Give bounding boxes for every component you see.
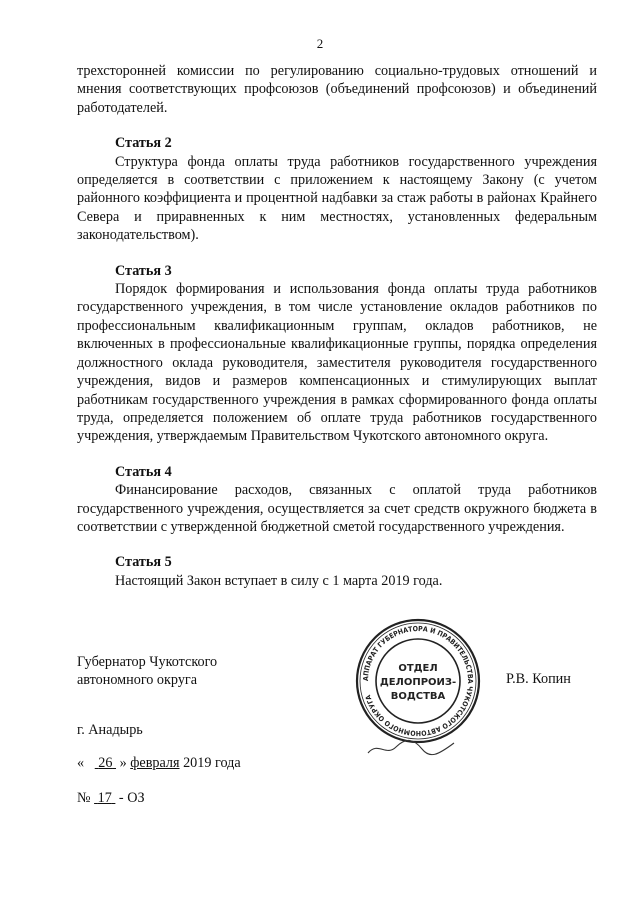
signer-position-line1: Губернатор Чукотского: [77, 654, 218, 670]
article-2: [77, 134, 597, 244]
document-body: [77, 62, 597, 590]
signing-date: [77, 755, 241, 772]
article-text: Настоящий Закон вступает в силу с 1 марта 2019 года.: [115, 572, 443, 589]
signer-name: Р.В. Копин: [506, 671, 571, 687]
law-number-suffix: - ОЗ: [118, 790, 145, 806]
stamp-line-3: ВОДСТВА: [390, 691, 446, 702]
law-number: [77, 790, 145, 807]
signer-position-line2: автономного округа: [77, 672, 198, 689]
article-text: Финансирование расходов, связанных с оплатой труда работников государственного учреждения, осуществляется за счет средств окружного бюджета в соответствии с утвержденной бюджетной сметой государственного учреждения.: [77, 482, 597, 535]
official-stamp: [353, 616, 483, 746]
article-text: Структура фонда оплаты труда работников государственного учреждения определяется в соответствии с приложением к настоящему Закону (с учетом районного коэффициента и процентной надбавки за стаж работы в районах Крайнего Севера и приравненных к ним местностях, установленных федеральным законодательством).: [77, 153, 597, 244]
article-text: Порядок формирования и использования фонда оплаты труда работников государственного учреждения, в том числе установление окладов работников по профессиональным квалификационным группам, окладов работников, не включенных в профессиональные квалификационные группы, порядка определения должностного оклада руководителя, заместителя руководителя государственного учреждения, видов и размеров компенсационных и стимулирующих выплат работникам государственного учреждения в рамках сформированного фонда оплаты труда, определяется положением об оплате труда работников государственного учреждения, утверждаемым Правительством Чукотского автономного округа.: [77, 281, 597, 445]
date-close-quote: »: [119, 755, 127, 771]
article-5: [77, 553, 597, 590]
date-year: 2019 года: [183, 755, 241, 771]
date-month: февраля: [130, 755, 180, 771]
article-4: [77, 463, 597, 537]
date-open-quote: «: [77, 755, 85, 771]
handwritten-signature: [366, 735, 456, 759]
law-number-value: 17: [97, 790, 112, 806]
stamp-line-1: ОТДЕЛ: [398, 663, 438, 674]
intro-paragraph: трехсторонней комиссии по регулированию социально-трудовых отношений и мнения соответствующих профсоюзов (объединений профсоюзов) и объединений работодателей.: [77, 63, 597, 116]
signer-position: [77, 653, 217, 690]
date-day: 26: [98, 755, 113, 771]
article-title: Статья 2: [115, 135, 172, 152]
article-title: Статья 3: [115, 262, 172, 279]
stamp-ring-text: АППАРАТ ГУБЕРНАТОРА И ПРАВИТЕЛЬСТВА ЧУКОТСКОГО АВТОНОМНОГО ОКРУГА: [361, 624, 475, 738]
article-3: [77, 262, 597, 446]
article-title: Статья 5: [115, 554, 172, 571]
page-number: 2: [316, 36, 324, 51]
stamp-line-2: ДЕЛОПРОИЗ-: [379, 677, 457, 688]
law-number-prefix: №: [77, 790, 91, 806]
article-title: Статья 4: [115, 463, 172, 480]
city: г. Анадырь: [77, 722, 143, 738]
